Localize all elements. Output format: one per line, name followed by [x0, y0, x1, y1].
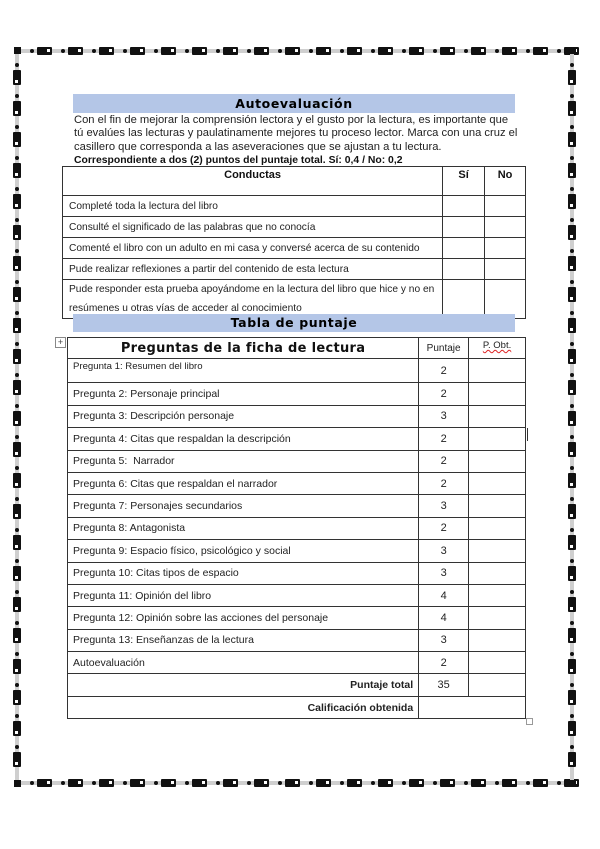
grade-value-cell[interactable]	[419, 696, 526, 718]
question-label: Pregunta 6: Citas que respaldan el narrador	[68, 472, 419, 494]
question-label: Pregunta 4: Citas que respaldan la descripción	[68, 428, 419, 450]
border-dot	[15, 311, 19, 315]
border-dot	[92, 49, 96, 53]
border-dot	[570, 466, 574, 470]
border-segment	[568, 256, 576, 271]
score-row	[68, 540, 526, 562]
border-segment	[568, 628, 576, 643]
border-dot	[371, 781, 375, 785]
border-dot	[557, 49, 561, 53]
question-label: Pregunta 5: Narrador	[68, 450, 419, 472]
total-row	[68, 674, 526, 696]
border-segment	[471, 779, 486, 787]
border-segment	[13, 628, 21, 643]
border-dot	[15, 714, 19, 718]
score-row	[68, 652, 526, 674]
border-dot	[61, 49, 65, 53]
border-dot	[495, 781, 499, 785]
border-segment	[13, 349, 21, 364]
border-segment	[13, 318, 21, 333]
border-segment	[347, 47, 362, 55]
border-segment	[568, 597, 576, 612]
border-dot	[15, 94, 19, 98]
conduct-row	[63, 217, 526, 238]
conduct-row	[63, 259, 526, 280]
border-segment	[568, 690, 576, 705]
score-table-heading: Tabla de puntaje	[73, 314, 515, 332]
score-row	[68, 517, 526, 539]
border-segment	[13, 101, 21, 116]
border-segment	[471, 47, 486, 55]
score-row	[68, 472, 526, 494]
question-label: Pregunta 7: Personajes secundarios	[68, 495, 419, 517]
border-segment	[568, 535, 576, 550]
border-dot	[15, 528, 19, 532]
border-dot	[433, 781, 437, 785]
border-segment	[13, 473, 21, 488]
border-segment	[378, 47, 393, 55]
border-dot	[464, 781, 468, 785]
border-dot	[15, 466, 19, 470]
border-segment	[192, 779, 207, 787]
obtained-cell[interactable]	[469, 405, 526, 427]
points-value: 2	[419, 450, 469, 472]
points-value: 4	[419, 584, 469, 606]
border-dot	[15, 280, 19, 284]
border-segment	[568, 721, 576, 736]
border-segment	[568, 473, 576, 488]
border-segment	[568, 380, 576, 395]
border-dot	[402, 781, 406, 785]
border-dot	[15, 63, 19, 67]
conduct-row	[63, 196, 526, 217]
border-corner	[14, 780, 21, 787]
border-dot	[123, 49, 127, 53]
border-segment	[13, 194, 21, 209]
page-border-top	[16, 49, 572, 53]
score-row	[68, 562, 526, 584]
no-cell[interactable]	[485, 217, 526, 238]
border-segment	[37, 47, 52, 55]
no-cell[interactable]	[485, 238, 526, 259]
border-segment	[130, 779, 145, 787]
header-no: No	[485, 167, 526, 196]
self-assessment-heading: Autoevaluación	[73, 94, 515, 113]
border-segment	[502, 779, 517, 787]
border-segment	[13, 535, 21, 550]
border-segment	[13, 70, 21, 85]
border-segment	[533, 779, 548, 787]
border-segment	[99, 779, 114, 787]
border-dot	[570, 745, 574, 749]
border-dot	[30, 781, 34, 785]
points-value: 3	[419, 629, 469, 651]
border-dot	[570, 714, 574, 718]
header-si: Sí	[443, 167, 485, 196]
border-dot	[570, 249, 574, 253]
obtained-cell[interactable]	[469, 652, 526, 674]
border-dot	[526, 49, 530, 53]
border-corner	[569, 47, 576, 54]
points-value: 2	[419, 359, 469, 383]
total-label: Puntaje total	[68, 674, 419, 696]
obtained-cell[interactable]	[469, 383, 526, 405]
conduct-text: Consulté el significado de las palabras que no conocía	[63, 217, 443, 238]
border-dot	[570, 652, 574, 656]
border-segment	[13, 411, 21, 426]
self-assessment-intro: Con el fin de mejorar la comprensión lectora y el gusto por la lectura, es importante que tú evalúes las lecturas y paulatinamente mejores tu proceso lector. Marca con una cruz el casillero que corresponda a las aseveraciones que se ajustan a tu lectura.	[74, 114, 518, 153]
scoring-note: Correspondiente a dos (2) puntos del puntaje total. Sí: 0,4 / No: 0,2	[74, 155, 403, 166]
header-points: Puntaje	[419, 338, 469, 359]
text-cursor	[527, 428, 528, 441]
border-segment	[285, 779, 300, 787]
border-corner	[569, 780, 576, 787]
points-value: 3	[419, 540, 469, 562]
border-dot	[15, 187, 19, 191]
points-value: 4	[419, 607, 469, 629]
border-segment	[568, 163, 576, 178]
border-segment	[409, 779, 424, 787]
obtained-cell[interactable]	[469, 607, 526, 629]
border-segment	[13, 504, 21, 519]
border-dot	[278, 49, 282, 53]
conduct-table-header	[63, 167, 526, 196]
border-dot	[340, 49, 344, 53]
border-dot	[570, 373, 574, 377]
border-dot	[570, 435, 574, 439]
border-segment	[161, 47, 176, 55]
conduct-text: Completé toda la lectura del libro	[63, 196, 443, 217]
border-dot	[570, 404, 574, 408]
border-dot	[216, 781, 220, 785]
score-row	[68, 450, 526, 472]
border-corner	[14, 47, 21, 54]
border-dot	[570, 559, 574, 563]
border-dot	[570, 63, 574, 67]
border-dot	[247, 49, 251, 53]
border-segment	[130, 47, 145, 55]
border-segment	[13, 132, 21, 147]
question-label: Pregunta 11: Opinión del libro	[68, 584, 419, 606]
question-label: Pregunta 12: Opinión sobre las acciones del personaje	[68, 607, 419, 629]
border-dot	[526, 781, 530, 785]
page-border-left	[15, 49, 19, 785]
border-segment	[13, 690, 21, 705]
score-row	[68, 607, 526, 629]
border-dot	[154, 781, 158, 785]
border-segment	[440, 47, 455, 55]
score-row	[68, 428, 526, 450]
yes-cell[interactable]	[443, 196, 485, 217]
border-dot	[15, 156, 19, 160]
obtained-cell[interactable]	[469, 495, 526, 517]
border-segment	[13, 287, 21, 302]
border-dot	[570, 311, 574, 315]
border-dot	[570, 590, 574, 594]
border-dot	[15, 435, 19, 439]
border-segment	[568, 566, 576, 581]
no-cell[interactable]	[485, 196, 526, 217]
header-conductas: Conductas	[63, 167, 443, 196]
border-dot	[15, 497, 19, 501]
border-segment	[13, 256, 21, 271]
border-segment	[568, 101, 576, 116]
score-row	[68, 495, 526, 517]
obtained-cell[interactable]	[469, 584, 526, 606]
border-segment	[68, 779, 83, 787]
yes-cell[interactable]	[443, 280, 485, 319]
header-obtained	[469, 338, 526, 359]
border-dot	[570, 125, 574, 129]
border-segment	[568, 132, 576, 147]
no-cell[interactable]	[485, 259, 526, 280]
score-row	[68, 629, 526, 651]
question-label: Pregunta 13: Enseñanzas de la lectura	[68, 629, 419, 651]
border-segment	[254, 779, 269, 787]
border-dot	[570, 94, 574, 98]
obtained-cell[interactable]	[469, 517, 526, 539]
border-dot	[15, 621, 19, 625]
obtained-cell[interactable]	[469, 450, 526, 472]
border-dot	[15, 404, 19, 408]
border-dot	[30, 49, 34, 53]
border-segment	[378, 779, 393, 787]
page-border-right	[570, 49, 574, 785]
border-segment	[316, 47, 331, 55]
border-segment	[13, 597, 21, 612]
score-table-header	[68, 338, 526, 359]
border-dot	[15, 652, 19, 656]
border-dot	[185, 781, 189, 785]
question-label: Pregunta 1: Resumen del libro	[68, 359, 419, 383]
grade-label: Calificación obtenida	[68, 696, 419, 718]
points-value: 3	[419, 405, 469, 427]
obtained-cell[interactable]	[469, 359, 526, 383]
border-segment	[68, 47, 83, 55]
header-questions: Preguntas de la ficha de lectura	[68, 338, 419, 359]
obtained-cell[interactable]	[469, 629, 526, 651]
border-segment	[568, 442, 576, 457]
border-segment	[13, 380, 21, 395]
question-label: Pregunta 3: Descripción personaje	[68, 405, 419, 427]
border-segment	[254, 47, 269, 55]
border-segment	[13, 566, 21, 581]
border-dot	[185, 49, 189, 53]
total-value: 35	[419, 674, 469, 696]
grade-row	[68, 696, 526, 718]
border-dot	[15, 125, 19, 129]
border-dot	[247, 781, 251, 785]
points-value: 3	[419, 562, 469, 584]
border-segment	[285, 47, 300, 55]
border-dot	[15, 683, 19, 687]
conduct-text: Comenté el libro con un adulto en mi casa y conversé acerca de su contenido	[63, 238, 443, 259]
move-icon[interactable]: +	[55, 337, 66, 348]
border-dot	[371, 49, 375, 53]
border-segment	[568, 504, 576, 519]
points-value: 2	[419, 517, 469, 539]
border-dot	[15, 218, 19, 222]
border-dot	[123, 781, 127, 785]
border-dot	[570, 156, 574, 160]
border-dot	[570, 497, 574, 501]
border-dot	[92, 781, 96, 785]
resize-handle-icon[interactable]	[526, 718, 533, 725]
border-segment	[568, 752, 576, 767]
border-segment	[223, 779, 238, 787]
border-segment	[533, 47, 548, 55]
points-value: 2	[419, 652, 469, 674]
score-table	[67, 337, 526, 719]
border-dot	[570, 342, 574, 346]
question-label: Pregunta 8: Antagonista	[68, 517, 419, 539]
border-segment	[347, 779, 362, 787]
border-dot	[309, 49, 313, 53]
yes-cell[interactable]	[443, 238, 485, 259]
conduct-row	[63, 238, 526, 259]
question-label: Pregunta 9: Espacio físico, psicológico y social	[68, 540, 419, 562]
border-dot	[570, 621, 574, 625]
border-segment	[99, 47, 114, 55]
border-dot	[340, 781, 344, 785]
conduct-table	[62, 166, 526, 319]
border-dot	[309, 781, 313, 785]
border-segment	[13, 752, 21, 767]
obtained-cell[interactable]	[469, 428, 526, 450]
obtained-cell[interactable]	[469, 472, 526, 494]
yes-cell[interactable]	[443, 217, 485, 238]
border-segment	[13, 721, 21, 736]
border-dot	[570, 528, 574, 532]
border-dot	[278, 781, 282, 785]
border-segment	[316, 779, 331, 787]
points-value: 3	[419, 495, 469, 517]
border-segment	[13, 442, 21, 457]
points-value: 2	[419, 383, 469, 405]
border-segment	[223, 47, 238, 55]
border-dot	[495, 49, 499, 53]
border-dot	[570, 218, 574, 222]
border-dot	[216, 49, 220, 53]
border-dot	[15, 559, 19, 563]
score-row	[68, 405, 526, 427]
score-row	[68, 584, 526, 606]
border-dot	[15, 249, 19, 253]
border-segment	[13, 163, 21, 178]
border-dot	[570, 280, 574, 284]
border-dot	[570, 187, 574, 191]
border-dot	[402, 49, 406, 53]
border-segment	[568, 411, 576, 426]
border-segment	[192, 47, 207, 55]
border-dot	[61, 781, 65, 785]
border-dot	[464, 49, 468, 53]
obtained-cell[interactable]	[469, 562, 526, 584]
border-segment	[37, 779, 52, 787]
total-obtained-cell[interactable]	[469, 674, 526, 696]
border-dot	[154, 49, 158, 53]
border-segment	[568, 659, 576, 674]
border-segment	[13, 225, 21, 240]
border-dot	[557, 781, 561, 785]
border-dot	[15, 373, 19, 377]
header-obtained-label: P. Obt.	[482, 340, 512, 351]
border-segment	[409, 47, 424, 55]
border-dot	[433, 49, 437, 53]
question-label: Pregunta 2: Personaje principal	[68, 383, 419, 405]
border-segment	[161, 779, 176, 787]
border-segment	[13, 659, 21, 674]
score-row	[68, 359, 526, 383]
border-dot	[570, 683, 574, 687]
question-label: Autoevaluación	[68, 652, 419, 674]
points-value: 2	[419, 428, 469, 450]
border-segment	[568, 318, 576, 333]
border-segment	[568, 194, 576, 209]
no-cell[interactable]	[485, 280, 526, 319]
conduct-text: Pude responder esta prueba apoyándome en la lectura del libro que hice y no en resúmenes u otras vías de acceder al conocimiento	[63, 280, 443, 319]
score-row	[68, 383, 526, 405]
border-segment	[568, 70, 576, 85]
border-dot	[15, 590, 19, 594]
border-segment	[568, 349, 576, 364]
yes-cell[interactable]	[443, 259, 485, 280]
conduct-row	[63, 280, 526, 319]
border-segment	[440, 779, 455, 787]
conduct-text: Pude realizar reflexiones a partir del contenido de esta lectura	[63, 259, 443, 280]
question-label: Pregunta 10: Citas tipos de espacio	[68, 562, 419, 584]
border-dot	[15, 745, 19, 749]
points-value: 2	[419, 472, 469, 494]
border-dot	[15, 342, 19, 346]
border-segment	[568, 287, 576, 302]
border-segment	[502, 47, 517, 55]
border-segment	[568, 225, 576, 240]
obtained-cell[interactable]	[469, 540, 526, 562]
page-border-bottom	[16, 781, 572, 785]
